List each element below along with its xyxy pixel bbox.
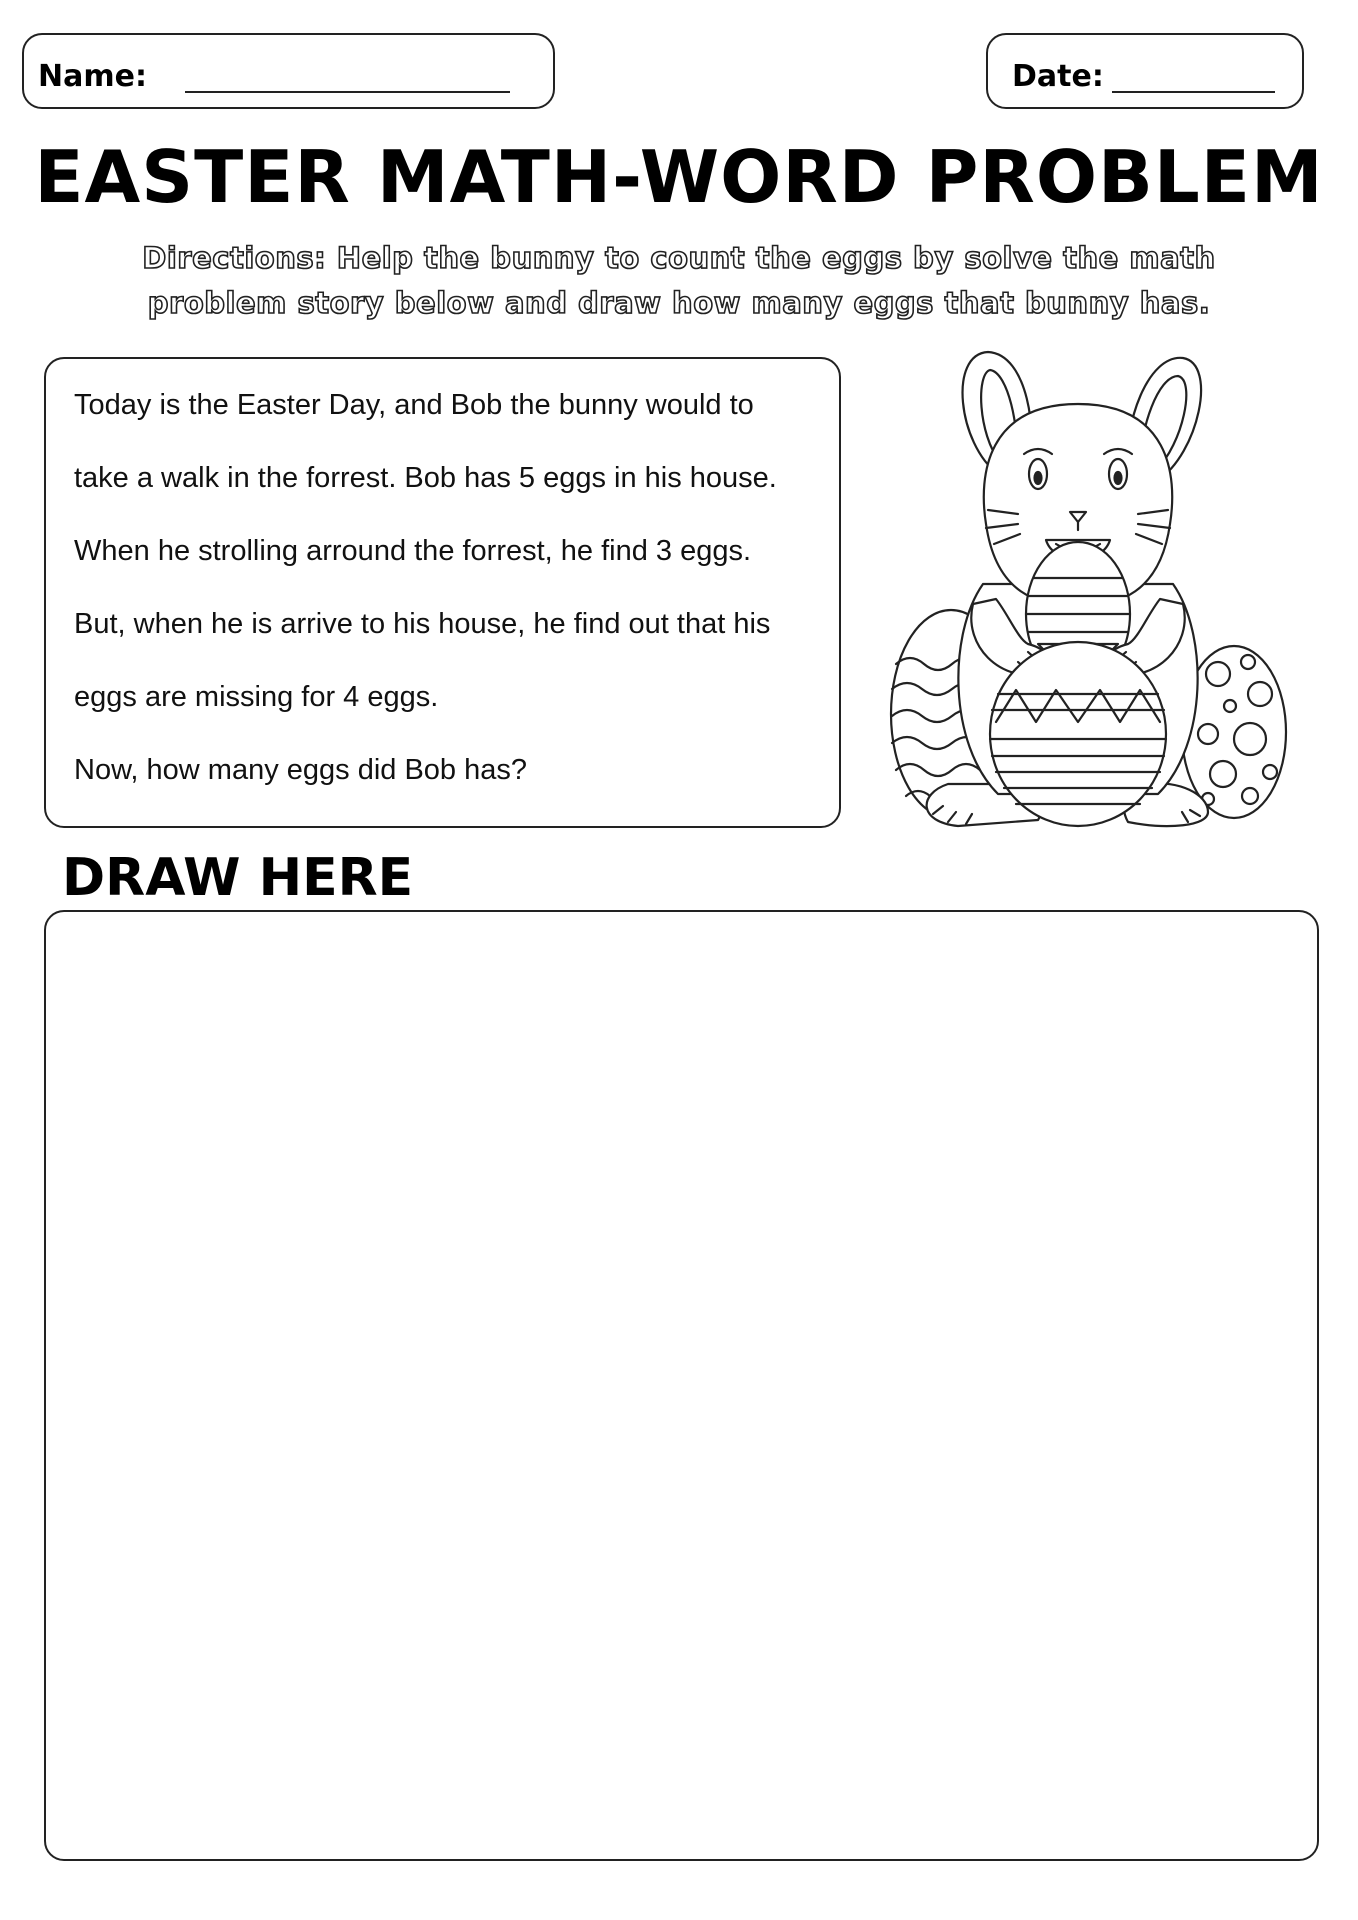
- drawing-area[interactable]: [44, 910, 1319, 1861]
- story-line-4: But, when he is arrive to his house, he find out that his: [74, 608, 771, 640]
- directions-line-2: problem story below and draw how many eggs that bunny has.: [147, 286, 1211, 320]
- directions-text: [40, 236, 1318, 326]
- story-line-3: When he strolling arround the forrest, he find 3 eggs.: [74, 535, 752, 567]
- date-label: Date:: [1012, 59, 1104, 94]
- zigzag-egg: [990, 642, 1166, 826]
- date-write-line[interactable]: [1112, 91, 1275, 93]
- story-line-6: Now, how many eggs did Bob has?: [74, 754, 527, 786]
- worksheet-title: EASTER MATH-WORD PROBLEM: [34, 135, 1324, 219]
- story-box: [44, 357, 841, 828]
- easter-bunny-with-eggs-icon: [878, 344, 1312, 834]
- draw-here-label: DRAW HERE: [62, 848, 414, 908]
- story-line-5: eggs are missing for 4 eggs.: [74, 681, 439, 713]
- name-field-box[interactable]: [22, 33, 555, 109]
- directions-line-1: Directions: Help the bunny to count the eggs by solve the math: [142, 241, 1216, 275]
- name-write-line[interactable]: [185, 91, 510, 93]
- name-label: Name:: [38, 59, 147, 94]
- story-line-2: take a walk in the forrest. Bob has 5 eggs in his house.: [74, 462, 777, 494]
- story-line-1: Today is the Easter Day, and Bob the bunny would to: [74, 389, 754, 421]
- date-field-box[interactable]: [986, 33, 1304, 109]
